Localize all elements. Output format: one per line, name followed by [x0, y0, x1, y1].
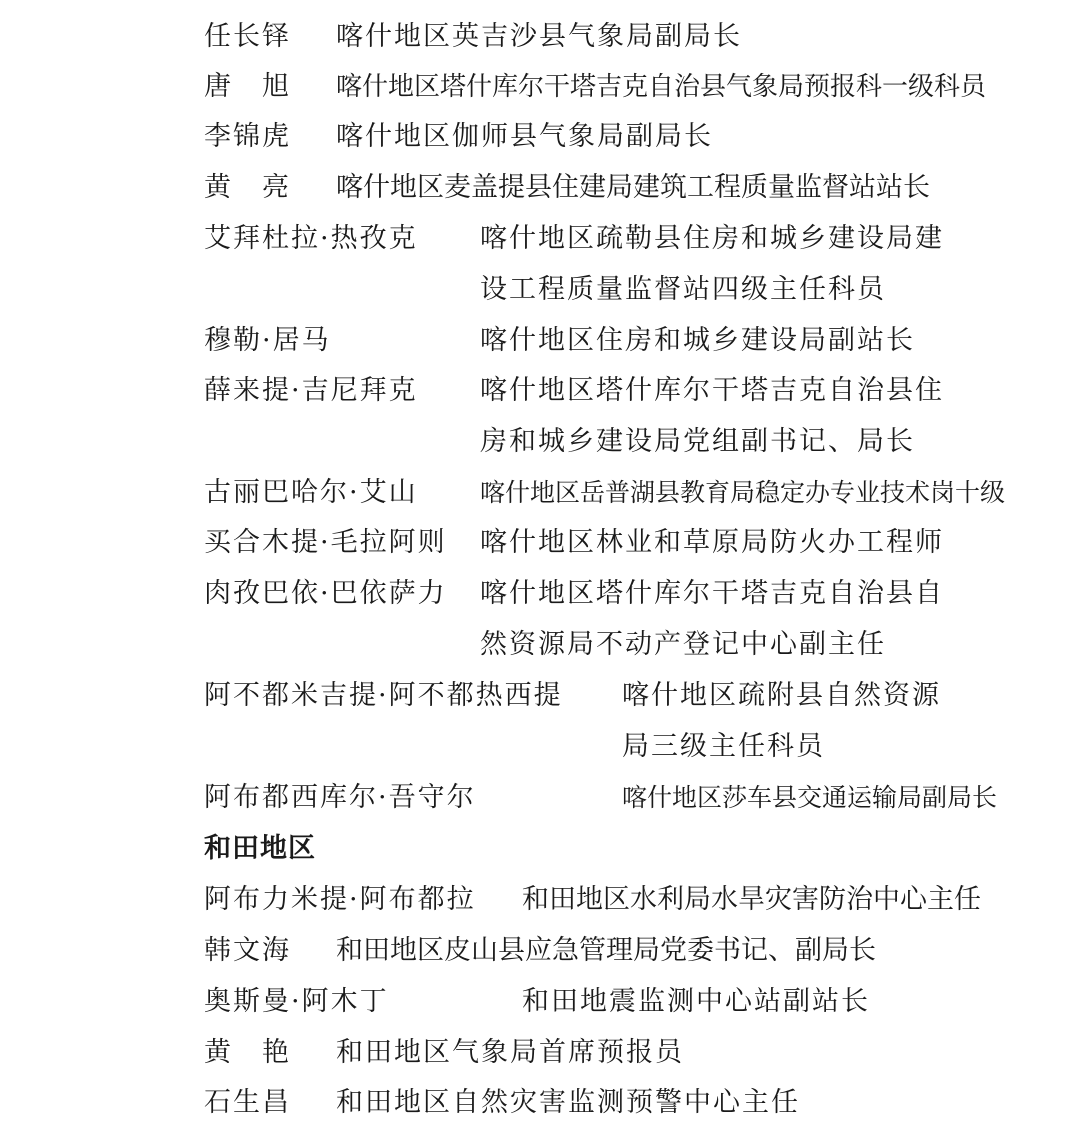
person-name: 阿布力米提·阿布都拉	[204, 884, 476, 915]
person-title-line2: 设工程质量监督站四级主任科员	[480, 274, 886, 305]
person-title: 喀什地区岳普湖县教育局稳定办专业技术岗十级	[480, 478, 1006, 507]
person-title-line1: 喀什地区塔什库尔干塔吉克自治县自	[480, 578, 944, 609]
person-title: 喀什地区住房和城乡建设局副站长	[480, 325, 915, 356]
person-name: 李锦虎	[204, 121, 291, 152]
person-name: 黄 艳	[204, 1037, 291, 1068]
person-title: 喀什地区莎车县交通运输局副局长	[622, 783, 998, 812]
person-title: 和田地区皮山县应急管理局党委书记、副局长	[336, 935, 876, 966]
person-title-line2: 然资源局不动产登记中心副主任	[480, 629, 886, 660]
person-name: 韩文海	[204, 935, 291, 966]
person-title-line2: 局三级主任科员	[622, 731, 825, 762]
person-title: 喀什地区林业和草原局防火办工程师	[480, 527, 944, 558]
person-title-line1: 喀什地区疏附县自然资源	[622, 680, 941, 711]
person-title: 喀什地区伽师县气象局副局长	[336, 121, 713, 152]
person-name: 任长铎	[204, 21, 291, 52]
person-name: 古丽巴哈尔·艾山	[204, 477, 418, 508]
person-name: 奥斯曼·阿木丁	[204, 986, 389, 1017]
person-title: 和田地震监测中心站副站长	[522, 986, 870, 1017]
person-title: 喀什地区英吉沙县气象局副局长	[336, 21, 742, 52]
person-name: 买合木提·毛拉阿则	[204, 527, 447, 558]
person-title-line1: 喀什地区塔什库尔干塔吉克自治县住	[480, 375, 944, 406]
person-title: 和田地区水利局水旱灾害防治中心主任	[522, 884, 981, 915]
person-title-line1: 喀什地区疏勒县住房和城乡建设局建	[480, 223, 944, 254]
person-name: 薛来提·吉尼拜克	[204, 375, 418, 406]
section-heading: 和田地区	[204, 833, 316, 864]
person-title-line2: 房和城乡建设局党组副书记、局长	[480, 426, 915, 457]
person-name: 艾拜杜拉·热孜克	[204, 223, 418, 254]
person-name: 阿不都米吉提·阿不都热西提	[204, 680, 563, 711]
person-title: 和田地区自然灾害监测预警中心主任	[336, 1087, 800, 1118]
person-title: 和田地区气象局首席预报员	[336, 1037, 684, 1068]
person-title: 喀什地区塔什库尔干塔吉克自治县气象局预报科一级科员	[336, 72, 987, 102]
person-name: 阿布都西库尔·吾守尔	[204, 782, 476, 813]
person-name: 唐 旭	[204, 71, 291, 102]
person-name: 黄 亮	[204, 172, 291, 203]
person-name: 肉孜巴依·巴依萨力	[204, 578, 447, 609]
person-title: 喀什地区麦盖提县住建局建筑工程质量监督站站长	[336, 172, 930, 203]
person-name: 穆勒·居马	[204, 325, 331, 356]
person-name: 石生昌	[204, 1087, 291, 1118]
